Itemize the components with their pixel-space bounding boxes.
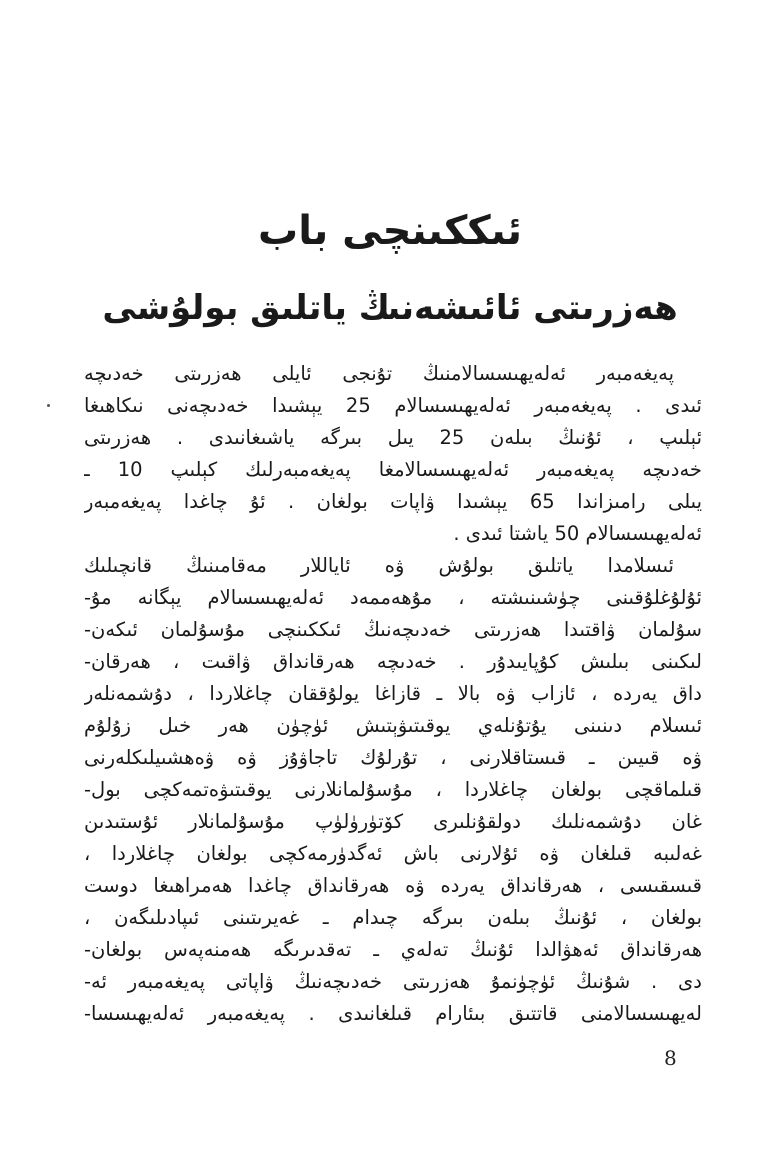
section-heading: ھەزرىتى ئائىشەنىڭ ياتلىق بولۇشى	[102, 288, 678, 328]
text-line: يىلى رامىزاندا 65 يېشىدا ۋاپات بولغان . ئۇ چاغدا پەيغەمبەر	[84, 490, 702, 513]
text-line: ۋە قىيىن ـ قىستاقلارنى ، تۇرلۇك تاجاۋۇز ۋە ۋەھشىيلىكلەرنى	[84, 746, 702, 769]
text-line: ئىسلام دىنىنى يۇتۇنلەي يوقىتىۋېتىش ئۈچۈن ھەر خىل زۇلۇم	[84, 714, 702, 737]
text-line: غان دۇشمەنلىك دولقۇنلىرى كۆتۈرۈلۈپ مۇسۇلمانلار ئۇستىدىن	[84, 810, 702, 833]
text-line: بولغان ، ئۇنىڭ بىلەن بىرگە چىدام ـ غەيرىتىنى ئىپادىلىگەن ،	[84, 906, 702, 929]
text-line: غەلىبە قىلغان ۋە ئۇلارنى باش ئەگدۈرمەكچى بولغان چاغلاردا ،	[84, 842, 702, 865]
chapter-heading: ئىككىنچى باب	[258, 208, 522, 254]
text-line: ئىسلامدا ياتلىق بولۇش ۋە ئاياللار مەقامىنىڭ قانچىلىك	[84, 554, 674, 577]
text-line: داق يەردە ، ئازاب ۋە بالا ـ قازاغا يولۇققان چاغلاردا ، دۇشمەنلەر	[84, 682, 702, 705]
page-number: 8	[664, 1046, 677, 1070]
text-line: قىلماقچى بولغان چاغلاردا ، مۇسۇلمانلارنى يوقىتىۋەتمەكچى بول-	[84, 778, 702, 801]
text-line: سۇلمان ۋاقتىدا ھەزرىتى خەدىچەنىڭ ئىككىنچى مۇسۇلمان ئىكەن-	[84, 618, 702, 641]
text-line: ئېلىپ ، ئۇنىڭ بىلەن 25 يىل بىرگە ياشىغانىدى . ھەزرىتى	[84, 426, 702, 449]
body-text	[84, 358, 702, 1030]
text-line: خەدىچە پەيغەمبەر ئەلەيھىسسالامغا پەيغەمبەرلىك كېلىپ 10 ـ	[84, 458, 702, 481]
text-line: لەيھىسسالامنى قاتتىق بىئارام قىلغانىدى . پەيغەمبەر ئەلەيھىسسا-	[84, 1002, 702, 1025]
text-line: دى . شۇنىڭ ئۈچۈنمۇ ھەزرىتى خەدىچەنىڭ ۋاپاتى پەيغەمبەر ئە-	[84, 970, 702, 993]
text-line: ئۇلۇغلۇقىنى چۈشىنىشتە ، مۇھەممەد ئەلەيھىسسالام يېگانە مۇ-	[84, 586, 702, 609]
text-line: ئەلەيھىسسالام 50 ياشتا ئىدى .	[453, 522, 702, 545]
text-line: ھەرقانداق ئەھۋالدا ئۇنىڭ تەلەي ـ تەقدىرىگە ھەمنەپەس بولغان-	[84, 938, 702, 961]
text-line: لىكىنى بىلىش كۇپايىدۇر . خەدىچە ھەرقانداق ۋاقىت ، ھەرقان-	[84, 650, 702, 673]
text-line: قىسقىسى ، ھەرقانداق يەردە ۋە ھەرقانداق چاغدا ھەمراھىغا دوست	[84, 874, 702, 897]
text-line: پەيغەمبەر ئەلەيھىسسالامنىڭ تۇنجى ئايلى ھەزرىتى خەدىچە	[84, 362, 674, 385]
text-line: ئىدى . پەيغەمبەر ئەلەيھىسسالام 25 يېشىدا خەدىچەنى نىكاھىغا	[84, 394, 702, 417]
margin-mark	[47, 404, 50, 407]
